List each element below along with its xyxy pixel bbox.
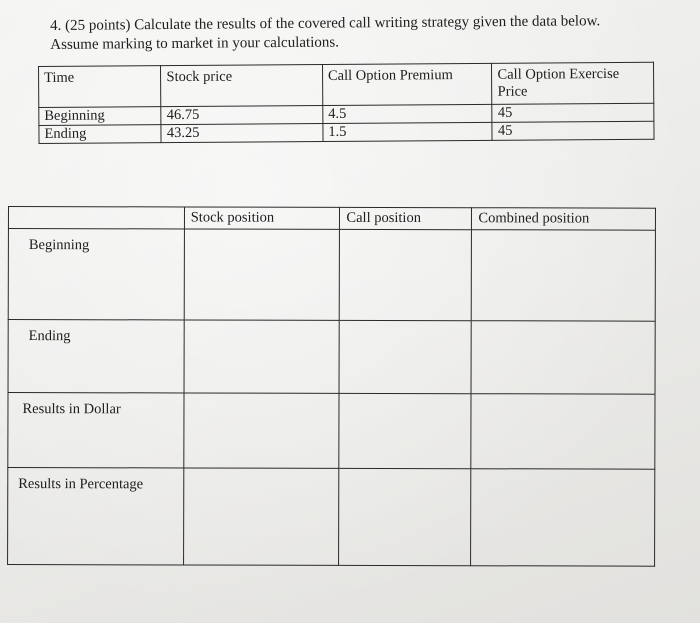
question-text <box>50 12 650 55</box>
given-data-table <box>38 62 655 144</box>
answer-cell-combined-beginning[interactable] <box>472 230 656 321</box>
cell-premium-beginning: 4.5 <box>323 104 493 123</box>
answer-cell-call-percentage[interactable] <box>339 468 471 565</box>
header-stock-position: Stock position <box>184 207 340 229</box>
given-data-row-ending <box>39 121 654 143</box>
header-blank <box>8 207 184 229</box>
header-time: Time <box>39 66 162 108</box>
row-label-dollar-text: Results in Dollar <box>22 401 121 418</box>
row-label-beginning <box>8 229 184 320</box>
given-data-header-row <box>39 62 654 107</box>
answer-cell-stock-dollar[interactable] <box>184 393 340 468</box>
results-table <box>7 206 656 567</box>
header-combined-position: Combined position <box>472 208 656 230</box>
results-row-beginning <box>8 229 655 322</box>
header-exercise-price: Call Option Exercise Price <box>492 62 654 104</box>
cell-time-ending: Ending <box>39 125 162 144</box>
answer-cell-call-ending[interactable] <box>339 320 471 393</box>
cell-stock-price-ending: 43.25 <box>161 124 323 143</box>
row-label-beginning-text: Beginning <box>28 237 90 254</box>
answer-cell-combined-dollar[interactable] <box>471 394 655 469</box>
answer-cell-call-dollar[interactable] <box>339 393 471 468</box>
results-row-dollar <box>8 393 655 470</box>
results-header-row <box>8 207 655 231</box>
results-row-ending <box>8 320 655 395</box>
header-stock-price: Stock price <box>161 65 323 107</box>
cell-exercise-ending: 45 <box>492 121 654 140</box>
answer-cell-combined-ending[interactable] <box>471 321 655 394</box>
header-call-position: Call position <box>340 207 472 229</box>
answer-cell-stock-beginning[interactable] <box>184 229 340 320</box>
row-label-percentage-text: Results in Percentage <box>18 476 144 493</box>
row-label-ending <box>8 320 184 393</box>
row-label-dollar <box>8 393 184 468</box>
cell-time-beginning: Beginning <box>39 107 162 126</box>
answer-cell-stock-percentage[interactable] <box>183 468 339 565</box>
question-line-1: 4. (25 points) Calculate the results of the covered call writing strategy given the data below. <box>50 13 601 34</box>
answer-cell-call-beginning[interactable] <box>340 229 472 320</box>
cell-exercise-beginning: 45 <box>492 103 654 122</box>
results-row-percentage <box>8 468 655 567</box>
cell-stock-price-beginning: 46.75 <box>161 106 323 125</box>
answer-cell-stock-ending[interactable] <box>184 320 340 393</box>
question-line-2: Assume marking to market in your calculations. <box>50 34 339 53</box>
header-call-premium: Call Option Premium <box>322 63 492 105</box>
answer-cell-combined-percentage[interactable] <box>471 469 655 566</box>
row-label-percentage <box>8 468 184 565</box>
cell-premium-ending: 1.5 <box>323 122 493 141</box>
row-label-ending-text: Ending <box>28 328 71 345</box>
